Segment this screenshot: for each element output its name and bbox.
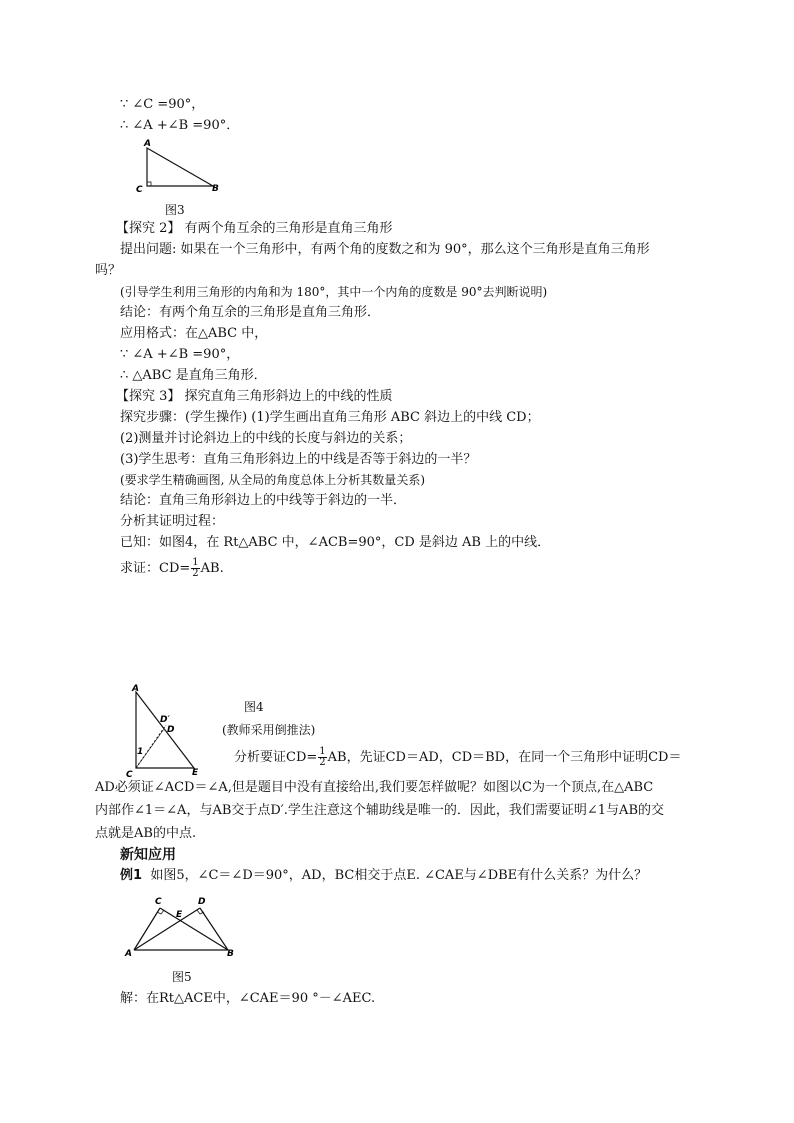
explore3-requirement: (要求学生精确画图, 从全局的角度总体上分析其数量关系) (120, 473, 425, 487)
fig4-label-d: D (167, 725, 175, 735)
fig4-label-dprime: D′ (160, 715, 170, 725)
explore2-question-cont: 吗？ (95, 263, 122, 278)
prove-prefix: 求证：CD= (120, 561, 191, 576)
fraction-denominator: 2 (192, 568, 199, 579)
fig5-label-a: A (125, 949, 132, 959)
figure-4 (126, 682, 210, 778)
analysis-line-4: 点就是AB的中点. (95, 826, 197, 841)
teacher-note: (教师采用倒推法) (222, 723, 316, 737)
fig4-label-one: 1 (137, 747, 144, 757)
example-1-text: 如图5，∠C＝∠D＝90°，AD，BC相交于点E. ∠CAE与∠DBE有什么关系？为什么？ (150, 868, 648, 883)
analysis-line-1 (234, 746, 681, 770)
explore3-given: 已知：如图4，在 Rt△ABC 中，∠ACB=90°，CD 是斜边 AB 上的中线． (120, 535, 551, 550)
explore3-step3: (3)学生思考：直角三角形斜边上的中线是否等于斜边的一半？ (120, 452, 477, 467)
explore3-heading: 【探究 3】 探究直角三角形斜边上的中线的性质 (116, 389, 393, 404)
prove-suffix: AB. (200, 561, 224, 576)
analysis-fraction-den: 2 (319, 757, 326, 768)
explore3-step2: (2)测量并讨论斜边上的中线的长度与斜边的关系； (120, 431, 412, 446)
fig4-label-e: E (192, 768, 199, 778)
analysis-line-2: AD必须证∠ACD＝∠A,但是题目中没有直接给出,我们要怎样做呢？如图以C为一个顶点,在△ABC (95, 780, 654, 795)
fig3-label-a: A (144, 139, 151, 149)
fig5-label-e: E (176, 910, 183, 920)
fig5-caption: 图5 (172, 970, 192, 984)
explore2-because: ∵ ∠A +∠B =90°， (120, 347, 240, 362)
line-therefore: ∴ ∠A +∠B =90°． (120, 118, 240, 133)
explore3-steps: 探究步骤：(学生操作) (1)学生画出直角三角形 ABC 斜边上的中线 CD； (120, 410, 540, 425)
explore2-format: 应用格式：在△ABC 中， (120, 326, 268, 341)
fig5-label-d: D (198, 897, 206, 907)
fig3-label-b: B (212, 184, 219, 194)
analysis-line-3: 内部作∠1＝∠A，与AB交于点D′.学生注意这个辅助线是唯一的．因此，我们需要证明∠1与AB的交 (95, 803, 664, 818)
fraction-half (191, 558, 199, 579)
explore3-prove (120, 557, 224, 581)
explore2-guide: (引导学生利用三角形的内角和为 180°，其中一个内角的度数是 90°去判断说明) (120, 285, 548, 299)
figure-5 (124, 894, 240, 960)
fig4-label-a: A (132, 684, 139, 694)
analysis-fraction (318, 747, 326, 768)
fig5-label-c: C (155, 897, 162, 907)
explore3-proof-label: 分析其证明过程： (120, 514, 225, 529)
explore2-heading: 【探究 2】 有两个角互余的三角形是直角三角形 (116, 221, 393, 236)
fraction-numerator: 1 (192, 557, 199, 568)
explore2-conclusion: 结论：有两个角互余的三角形是直角三角形． (120, 305, 381, 320)
fig4-caption: 图4 (244, 700, 264, 714)
analysis-prefix: 分析要证CD= (234, 750, 318, 765)
explore3-conclusion: 结论：直角三角形斜边上的中线等于斜边的一半． (120, 493, 407, 508)
figure-3 (136, 138, 226, 194)
fig4-label-c: C (126, 770, 133, 780)
explore2-therefore: ∴ △ABC 是直角三角形． (120, 368, 267, 383)
fig3-label-c: C (136, 185, 143, 195)
analysis-fraction-num: 1 (319, 746, 326, 757)
fig5-label-b: B (227, 949, 234, 959)
solution-line: 解：在Rt△ACE中，∠CAE＝90 °－∠AEC. (120, 991, 376, 1006)
analysis-suffix: AB，先证CD＝AD，CD＝BD，在同一个三角形中证明CD＝ (327, 750, 682, 765)
example-1 (120, 868, 647, 884)
example-1-label: 例1 (120, 868, 143, 883)
fig3-caption: 图3 (165, 203, 185, 217)
explore2-question: 提出问题: 如果在一个三角形中，有两个角的度数之和为 90°，那么这个三角形是直角三角形 (120, 242, 650, 257)
line-given: ∵ ∠C =90°， (120, 97, 205, 112)
new-knowledge-heading: 新知应用 (120, 847, 176, 863)
